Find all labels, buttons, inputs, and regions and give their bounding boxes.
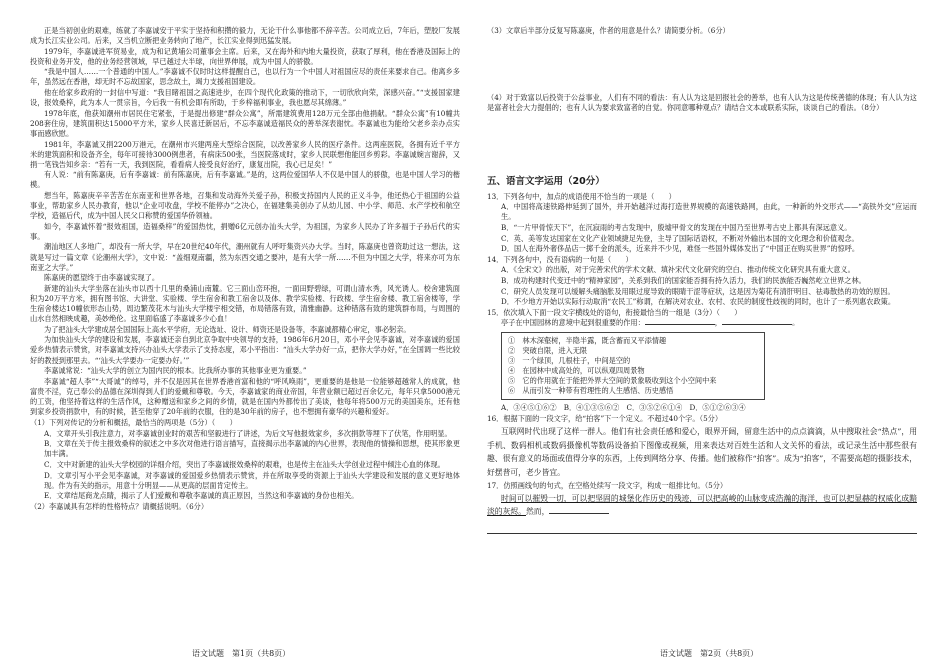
question-1-option-a: A．文章开头引我注意力，对李嘉诚创业时的艰苦和坚毅进行了讲述，为后文写他报效家乡，多次捐款等埋下了伏笔，作用明显。 (44, 428, 452, 438)
question-16-passage: 互联网时代出现了这样一群人。他们有社会责任感和爱心，眼界开阔，留意生活中的点点滴滴，从中搜取社会“热点”，用手机、数码相机或数码摄像机等数码设备拍下图像或视频，用来表达对百姓生活和人文关怀的看法，或记录生活中那些很有趣、很有意义的场面或值得分享的东西，上传到网络分享、传播。他们被称作“拍客”。成为“拍客”，不需要高超的摄影技术，好摆普可，老少皆宜。 (487, 426, 917, 478)
question-14-option-a: A．《全宋文》的出版，对于完善宋代的学术文献、填补宋代文化研究的空白、推动传统文化研究具有重大意义。 (501, 265, 855, 275)
question-1-option-e: E．文章结尾商龙点睛，揭示了人们爱戴和尊敬李嘉诚的真正原因，当然这和李嘉诚的身份也相关。 (44, 491, 359, 501)
box-line: ① 林木深壑树，半隐半露，既含蓄而又平添情趣 (508, 335, 667, 345)
question-14: 14．下列各句中，没有语病的一句是（ ） (487, 254, 633, 264)
body-paragraph: 为了把汕头大学建成居全国国际上高水平学府，无论选址、设计、师资还是设备等，李嘉诚都精心审定，事必躬亲。 (44, 324, 411, 334)
underlined-sentence: 时间可以摧毁一切，可以把坚固的城堡化作历史的残迹，可以把高峻的山脉变成浩瀚的海洋，也可以把显赫的权威化成黯淡的灰烬。 (487, 493, 917, 517)
right-column (487, 26, 917, 636)
question-14-option-d: D．不少地方开始以实际行动取消“农民工”称谓，在解决对农业、农村、农民的制度性歧视的同时，也计了一系列惠农政策。 (501, 297, 896, 307)
body-paragraph: 想当年，陈嘉庚辛辛苦苦在东南亚和世界各地，召集和发动海外关爱子孙，积极支持国内人民的正义斗争，他还热心于祖国的公益事业，帮助家乡人民办教育，他以“企业可收盘，学校不能停办”之决心，在福建集美创办了从幼儿园、中小学、师范、水产学校和航空学校，造福后代，成为中国人民父口称赞的爱国华侨领袖。 (30, 191, 460, 221)
body-paragraph: “我是中国人……一个普通的中国人。”李嘉诚不仅时时这样提醒自己，也以行为一个中国人对祖国应尽的责任来要求自己。他离乡多年，虽然远在香港，却无时不忘故国家，思念故土，竭力支援祖国建设。 (30, 67, 460, 87)
question-1: （1）下列对传记的分析和概括，最恰当的两项是（5分）（ ） (30, 418, 237, 428)
box-line: ② 突破自限，进入无限 (508, 345, 588, 355)
question-4: （4）对于致富以后投资于公益事业，人们有不同的看法：有人认为这是回报社会的善举，也有人认为这是传统善德的体现；有人认为这是富者社会大力提倡的；也有人认为要求致富者的自觉。你同意哪种观点？请结合文本或联系实际，谈谈自己的看法。（8分） (487, 92, 917, 112)
question-13: 13．下列各句中，加点的成语使用不恰当的一项是（ ） (487, 191, 676, 201)
question-17-passage (487, 492, 917, 520)
left-column (30, 26, 460, 636)
section-title: 五、语言文字运用（20分） (487, 175, 605, 187)
fill-blank[interactable] (645, 324, 715, 325)
body-paragraph: 潮汕地区人多地广，却没有一所大学，早在20世纪40年代，潮州就有人呼吁集资兴办大学。当时，陈嘉庚也曾资助过这一想法，这就是写过一篇文章《论潮州大学》，文中说：“盖细观南疆，然为东西交通之要冲，是有大学一所……不但为中国之大学，将来亦可为东南亚之大学。” (30, 242, 460, 272)
box-line: ④ 在园林中成高处的，可以纵观四周景物 (508, 365, 645, 375)
body-paragraph: 有人说：“前有陈嘉庚，后有李嘉诚：前有陈嘉庚，后有李嘉诚。”是的，这两位爱国华人不仅是中国人的骄傲，也是中国人学习的楷模。 (30, 170, 460, 190)
fill-blank[interactable] (549, 513, 609, 514)
body-paragraph: 正是当初创业的艰难，练就了李嘉诚安于平实于坚持和积攒的毅力，无论干什么事他都不辞辛苦。公司成立后，7年后，塑胶厂发展成为长江实业公司。后来，又当机立断把业务转向了地产，长江实业得到迅猛发展。 (30, 26, 460, 46)
question-17: 17．仿照画线句的句式，在空格处续写一段文字，构成一组排比句。（5分） (487, 480, 728, 490)
question-2: （2）李嘉诚具有怎样的性格特点？请概括说明。（6分） (30, 502, 209, 512)
body-paragraph: 1978年底，他获知潮州市居民住宅紧张，于是提出修建“群众公寓”，所需建筑费用128万元全部由他捐献。“群众公寓”有10幢共208套住房，建筑面积达15000平方米，家乡人民喜迁新居后，不忘李嘉诚造福民众的善举深表谢忱。李嘉诚也为能给父老乡亲办点实事而感欣慰。 (30, 108, 460, 138)
body-paragraph: 他在给家乡政府的一封信中写道：“我目睹祖国之高速进步，在四个现代化政策的推动下，一切欣欣向荣，深感兴奋。”“支援国家建设，报效桑梓，此为本人一贯宗旨，今后我一有机会即有所助，于乡梓福利事业，我也愿尽其绵薄。” (30, 88, 460, 108)
question-14-option-c: C．研究人员发现可以缓解头痛脑胀及用眼过度导致的眼睛干涩等症状，这是因为菊花有清肝明目、祛毒散热的功效的原因。 (501, 286, 895, 296)
question-3: （3）文章后半部分反复写陈嘉庚，作者的用意是什么？请简要分析。（6分） (487, 26, 730, 35)
question-1-option-c: C．文中对新建的汕头大学校园的详细介绍，突出了李嘉诚报效桑梓的艰难，也是传主在汕头大学创业过程中倾注心血的体现。 (44, 459, 445, 469)
page-footer-left: 语文试题 第1页（共8页） (192, 649, 291, 658)
question-1-option-d: D．文章引写小平会见李嘉诚，对李嘉诚的爱国爱乡热情表示赞赏，并在所取享受的资源上于汕头大学建设和发展的意义更好地体现。作为有关的指示，用意十分明显——从更高的层面肯定传主。 (44, 470, 460, 490)
body-paragraph: 如今，李嘉诚怀着“报效祖国，造福桑梓”的爱国热忱，捐赠6亿元创办汕头大学，为祖国，为家乡人民办了许多福于子孙后代的实事。 (30, 221, 460, 241)
body-paragraph: 陈嘉庚的愿望终于由李嘉诚实现了。 (44, 273, 160, 283)
question-13-option-a: A．中国将高速铁路伸延到了国外，并开始越洋过海打造世界规模的高速铁路网，由此，一种新的外交形式——“高铁外交”应运而生。 (501, 202, 917, 222)
question-15-stem-text: 亭子在中国园林的意境中起到很重要的作用： (501, 318, 645, 328)
body-paragraph: 1979年，李嘉诚进军贸易业，成为和记黄埔公司董事会主席。后来，又在海外和内地大量投资，获取了厚利，他在香港及国际上的投资和业务开发，他的业务经营领域，早已越过大半球，向世界伸展，成为中国人的骄傲。 (30, 46, 460, 66)
body-paragraph: 1981年，李嘉诚又捐2200万港元，在潮州市兴建两座大型综合医院，以改善家乡人民的医疗条件。这两座医院，各拥有近千平方米的建筑面积和设备齐全，每年可接待3000例患者，有病床500张，当医院落成时，家乡人民联想他能回乡剪彩。李嘉诚婉言谢辞，又捐一笔钱告知乡亲：“若有一天，我到医院，看看病人接受良好治疗，康复出院，我心已足矣！” (30, 139, 460, 169)
body-paragraph: 李嘉诚“超人李”“大哥诚”的绰号，并不仅是因其在世界香港首富和他的“呼风唤雨”，更重要的是他是一位能够超越常人的成就，他富贵不淫，克己奉公的品德在深圳得到人们的爱戴和尊敬。今天，李嘉诚家的商业帝国，年营业额已超过百余亿元，每年只拿5000港元的工资，他坚持着这样的生活作风，这种赠送和家乡之间的乡情，就是在国内外都传出了美谈，他每年将500万元的美国美东，还有他到家乡投资捐款中，有的时候，甚至他穿了20年前的衣服，住的是30年前的房子，也不想拥有豪华的兴趣和爱好。 (30, 376, 460, 416)
box-line: ⑤ 它的作用就在于能把外界大空间的景象吸收到这个小空间中来 (508, 375, 717, 385)
question-13-option-b: B．“一片甲骨惊天下”，在沉寂雨的考古发现中，殷墟甲骨文的发现在中国乃至世界考古史上都具有深远意义。 (501, 223, 852, 233)
question-15-options: A．③④⑤①⑥② B．④①③⑤⑥② C．③⑤②⑥①④ D．⑤①②⑥③④ (501, 403, 746, 413)
body-paragraph: 新建的汕头大学坐落在汕头市以西十几里的桑浦山南麓。它三面山峦环抱，一面田野碧绿，可谓山清水秀，风光诱人。校舍建筑面积为20万平方米，拥有图书馆、大讲堂、实验楼、学生宿舍和教工宿舍以及体、教学实验楼、行政楼、学生宿舍楼、教工宿舍楼等，学生宿舍楼达10幢依形态山势，周边繁茂花木与汕头大学楼宇相交错，布局错落有致，清雅幽静。这种错落有致的建筑群布局，与周围的山水自然相映成趣，美妙绝伦。这里面临盛了李嘉诚多少心血！ (30, 283, 460, 324)
question-13-option-d: D．国人在海外奢侈品店一掷千金的派头，近来并不少见，难怪一些国外媒体发出了“中国正在购买世界”的惊呼。 (501, 244, 860, 254)
question-16: 16．根据下面的一段文字，给“拍客”下一个定义。不超过40个字。（5分） (487, 414, 723, 424)
question-15: 15．依次填入下面一段文字横线处的语句，衔接最恰当的一组是（3分）（ ） (487, 307, 742, 317)
answer-line[interactable] (487, 521, 917, 534)
box-line: ⑥ 从而引发一种带有哲理性的人生感悟、历史感悟 (508, 385, 674, 395)
question-14-option-b: B．成功构建时代变迁中的“精神家园”，关系到我们的国家能否拥有持久活力，我们的民族能否巍然屹立世界之林。 (501, 276, 866, 286)
body-paragraph: 为加快汕头大学的建设和发展，李嘉诚还亲自到北京争取中央领导的支持，1986年6月20日，邓小平会见李嘉诚，对李嘉诚的爱国爱乡热情表示赞赏，对李嘉诚支持兴办汕头大学表示了支持态度，邓小平指出：“汕头大学办好一点，把你大学办好，”在全国调一些比较好的教授到那里去。“‘汕头大学要办一定要办好。’” (30, 335, 460, 365)
question-15-sentence-box (501, 332, 765, 401)
question-15-stem: 亭子在中国园林的意境中起到很重要的作用： ， 。 (501, 318, 800, 328)
fill-blank[interactable] (722, 324, 792, 325)
question-13-option-c: C．英、美等发达国家在文化产业领域捷足先登，主导了国际话语权，不断对外输出本国的文化理念和价值观念。 (501, 233, 859, 243)
question-1-option-b: B．文章在关于传主报效桑梓的叙述之中多次对他进行语言描写，直接揭示出李嘉诚的内心世界，表现他的情操和思想，使其形象更加丰满。 (44, 439, 460, 459)
page-footer-right: 语文试题 第2页（共8页） (660, 649, 759, 658)
answer-space (487, 37, 917, 93)
question-17-tail: 然而， (525, 507, 550, 517)
box-line: ③ 一个绿顶，几根柱子，中间是空的 (508, 355, 631, 365)
body-paragraph: 李嘉诚常说：“汕头大学的创立为国内民的根本。比我所办事的其他事业更为重要。” (44, 366, 307, 376)
